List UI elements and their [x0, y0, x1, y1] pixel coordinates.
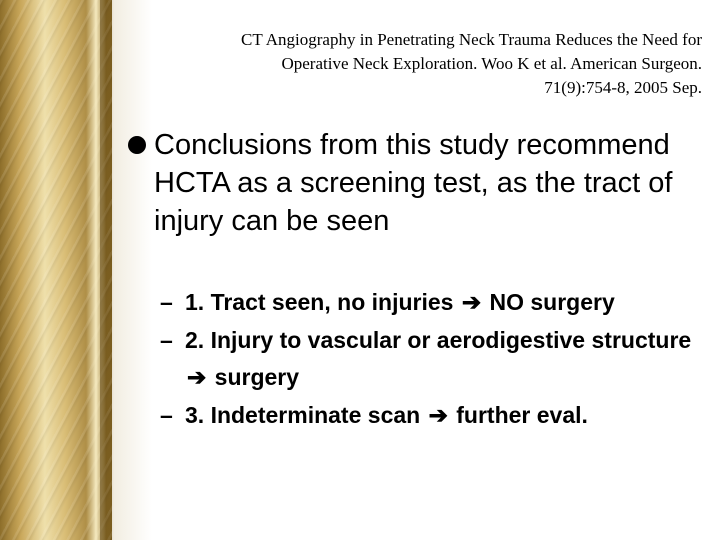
sub-bullet-outcome: further eval.: [456, 401, 588, 428]
sub-bullet-text: 3. Indeterminate scan: [185, 401, 421, 428]
right-arrow-icon: ➔: [428, 401, 448, 428]
sub-bullet-text: 1. Tract seen, no injuries: [185, 289, 454, 315]
citation-line-2: Operative Neck Exploration. Woo K et al. American Surgeon.: [281, 54, 702, 73]
citation-line-3: 71(9):754-8, 2005 Sep.: [544, 78, 702, 97]
sub-bullet-3: [160, 397, 710, 435]
dash-icon: –: [160, 326, 173, 353]
dash-icon: –: [160, 401, 173, 428]
sub-bullet-text: 2. Injury to vascular or aerodigestive structure: [185, 326, 692, 353]
sub-bullet-list: [160, 284, 710, 434]
citation: [142, 28, 702, 100]
sub-bullet-1: [160, 284, 710, 322]
sub-bullet-2: [160, 322, 710, 397]
main-bullet-text: Conclusions from this study recommend HCTA as a screening test, as the tract of injury can be seen: [154, 129, 673, 237]
bullet-dot-icon: [128, 136, 146, 154]
sub-bullet-outcome: surgery: [214, 364, 300, 390]
right-arrow-icon: ➔: [461, 289, 482, 315]
dash-icon: –: [160, 289, 173, 315]
citation-line-1: CT Angiography in Penetrating Neck Trauma Reduces the Need for: [241, 30, 702, 49]
sub-bullet-outcome: NO surgery: [489, 289, 615, 315]
right-arrow-icon: ➔: [187, 364, 207, 390]
